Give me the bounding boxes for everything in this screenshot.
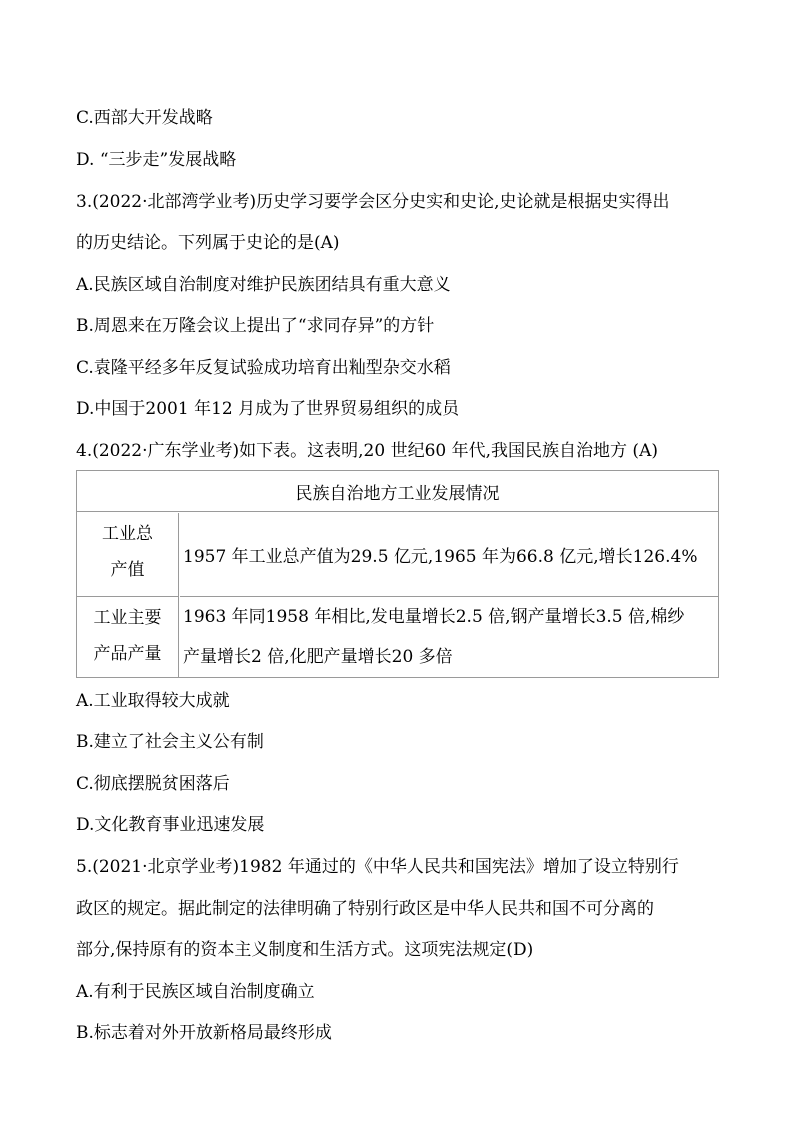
question-5-stem-line-3: 部分,保持原有的资本主义制度和生活方式。这项宪法规定(D)	[76, 940, 534, 960]
option-4d: D.文化教育事业迅速发展	[76, 815, 265, 835]
option-4a: A.工业取得较大成就	[76, 691, 230, 711]
option-3a: A.民族区域自治制度对维护民族团结具有重大意义	[76, 275, 451, 295]
question-5-stem-line-2: 政区的规定。据此制定的法律明确了特别行政区是中华人民共和国不可分离的	[76, 899, 654, 919]
option-4c: C.彻底摆脱贫困落后	[76, 774, 230, 794]
question-3-stem-line-2: 的历史结论。下列属于史论的是(A)	[76, 233, 340, 253]
question-3-stem-line-1: 3.(2022·北部湾学业考)历史学习要学会区分史实和史论,史论就是根据史实得出	[76, 192, 670, 212]
table-cell-output: 1957 年工业总产值为29.5 亿元,1965 年为66.8 亿元,增长126.4%	[180, 513, 718, 597]
option-5b: B.标志着对外开放新格局最终形成	[76, 1023, 332, 1043]
table-row-header-products	[77, 597, 179, 677]
option-2c: C.西部大开发战略	[76, 108, 213, 128]
question-5-stem-line-1: 5.(2021·北京学业考)1982 年通过的《中华人民共和国宪法》增加了设立特别行	[76, 857, 679, 877]
option-4b: B.建立了社会主义公有制	[76, 732, 264, 752]
option-3c: C.袁隆平经多年反复试验成功培育出籼型杂交水稻	[76, 358, 451, 378]
row-header-line: 工业总	[102, 524, 153, 544]
cell-line: 1963 年同1958 年相比,发电量增长2.5 倍,钢产量增长3.5 倍,棉纱	[183, 607, 685, 627]
question-4-stem: 4.(2022·广东学业考)如下表。这表明,20 世纪60 年代,我国民族自治地方 (A)	[76, 441, 658, 461]
row-header-line: 工业主要	[93, 608, 162, 628]
option-5a: A.有利于民族区域自治制度确立	[76, 982, 315, 1002]
option-2d: D. “三步走”发展战略	[76, 150, 237, 170]
data-table	[76, 470, 719, 678]
option-3d: D.中国于2001 年12 月成为了世界贸易组织的成员	[76, 399, 460, 419]
table-row-header-output	[77, 513, 179, 597]
cell-line: 产量增长2 倍,化肥产量增长20 多倍	[183, 647, 453, 667]
option-3b: B.周恩来在万隆会议上提出了“求同存异”的方针	[76, 316, 435, 336]
table-cell-products	[180, 597, 718, 677]
row-header-line: 产值	[110, 560, 145, 580]
row-header-line: 产品产量	[93, 644, 162, 664]
table-title: 民族自治地方工业发展情况	[77, 471, 718, 512]
